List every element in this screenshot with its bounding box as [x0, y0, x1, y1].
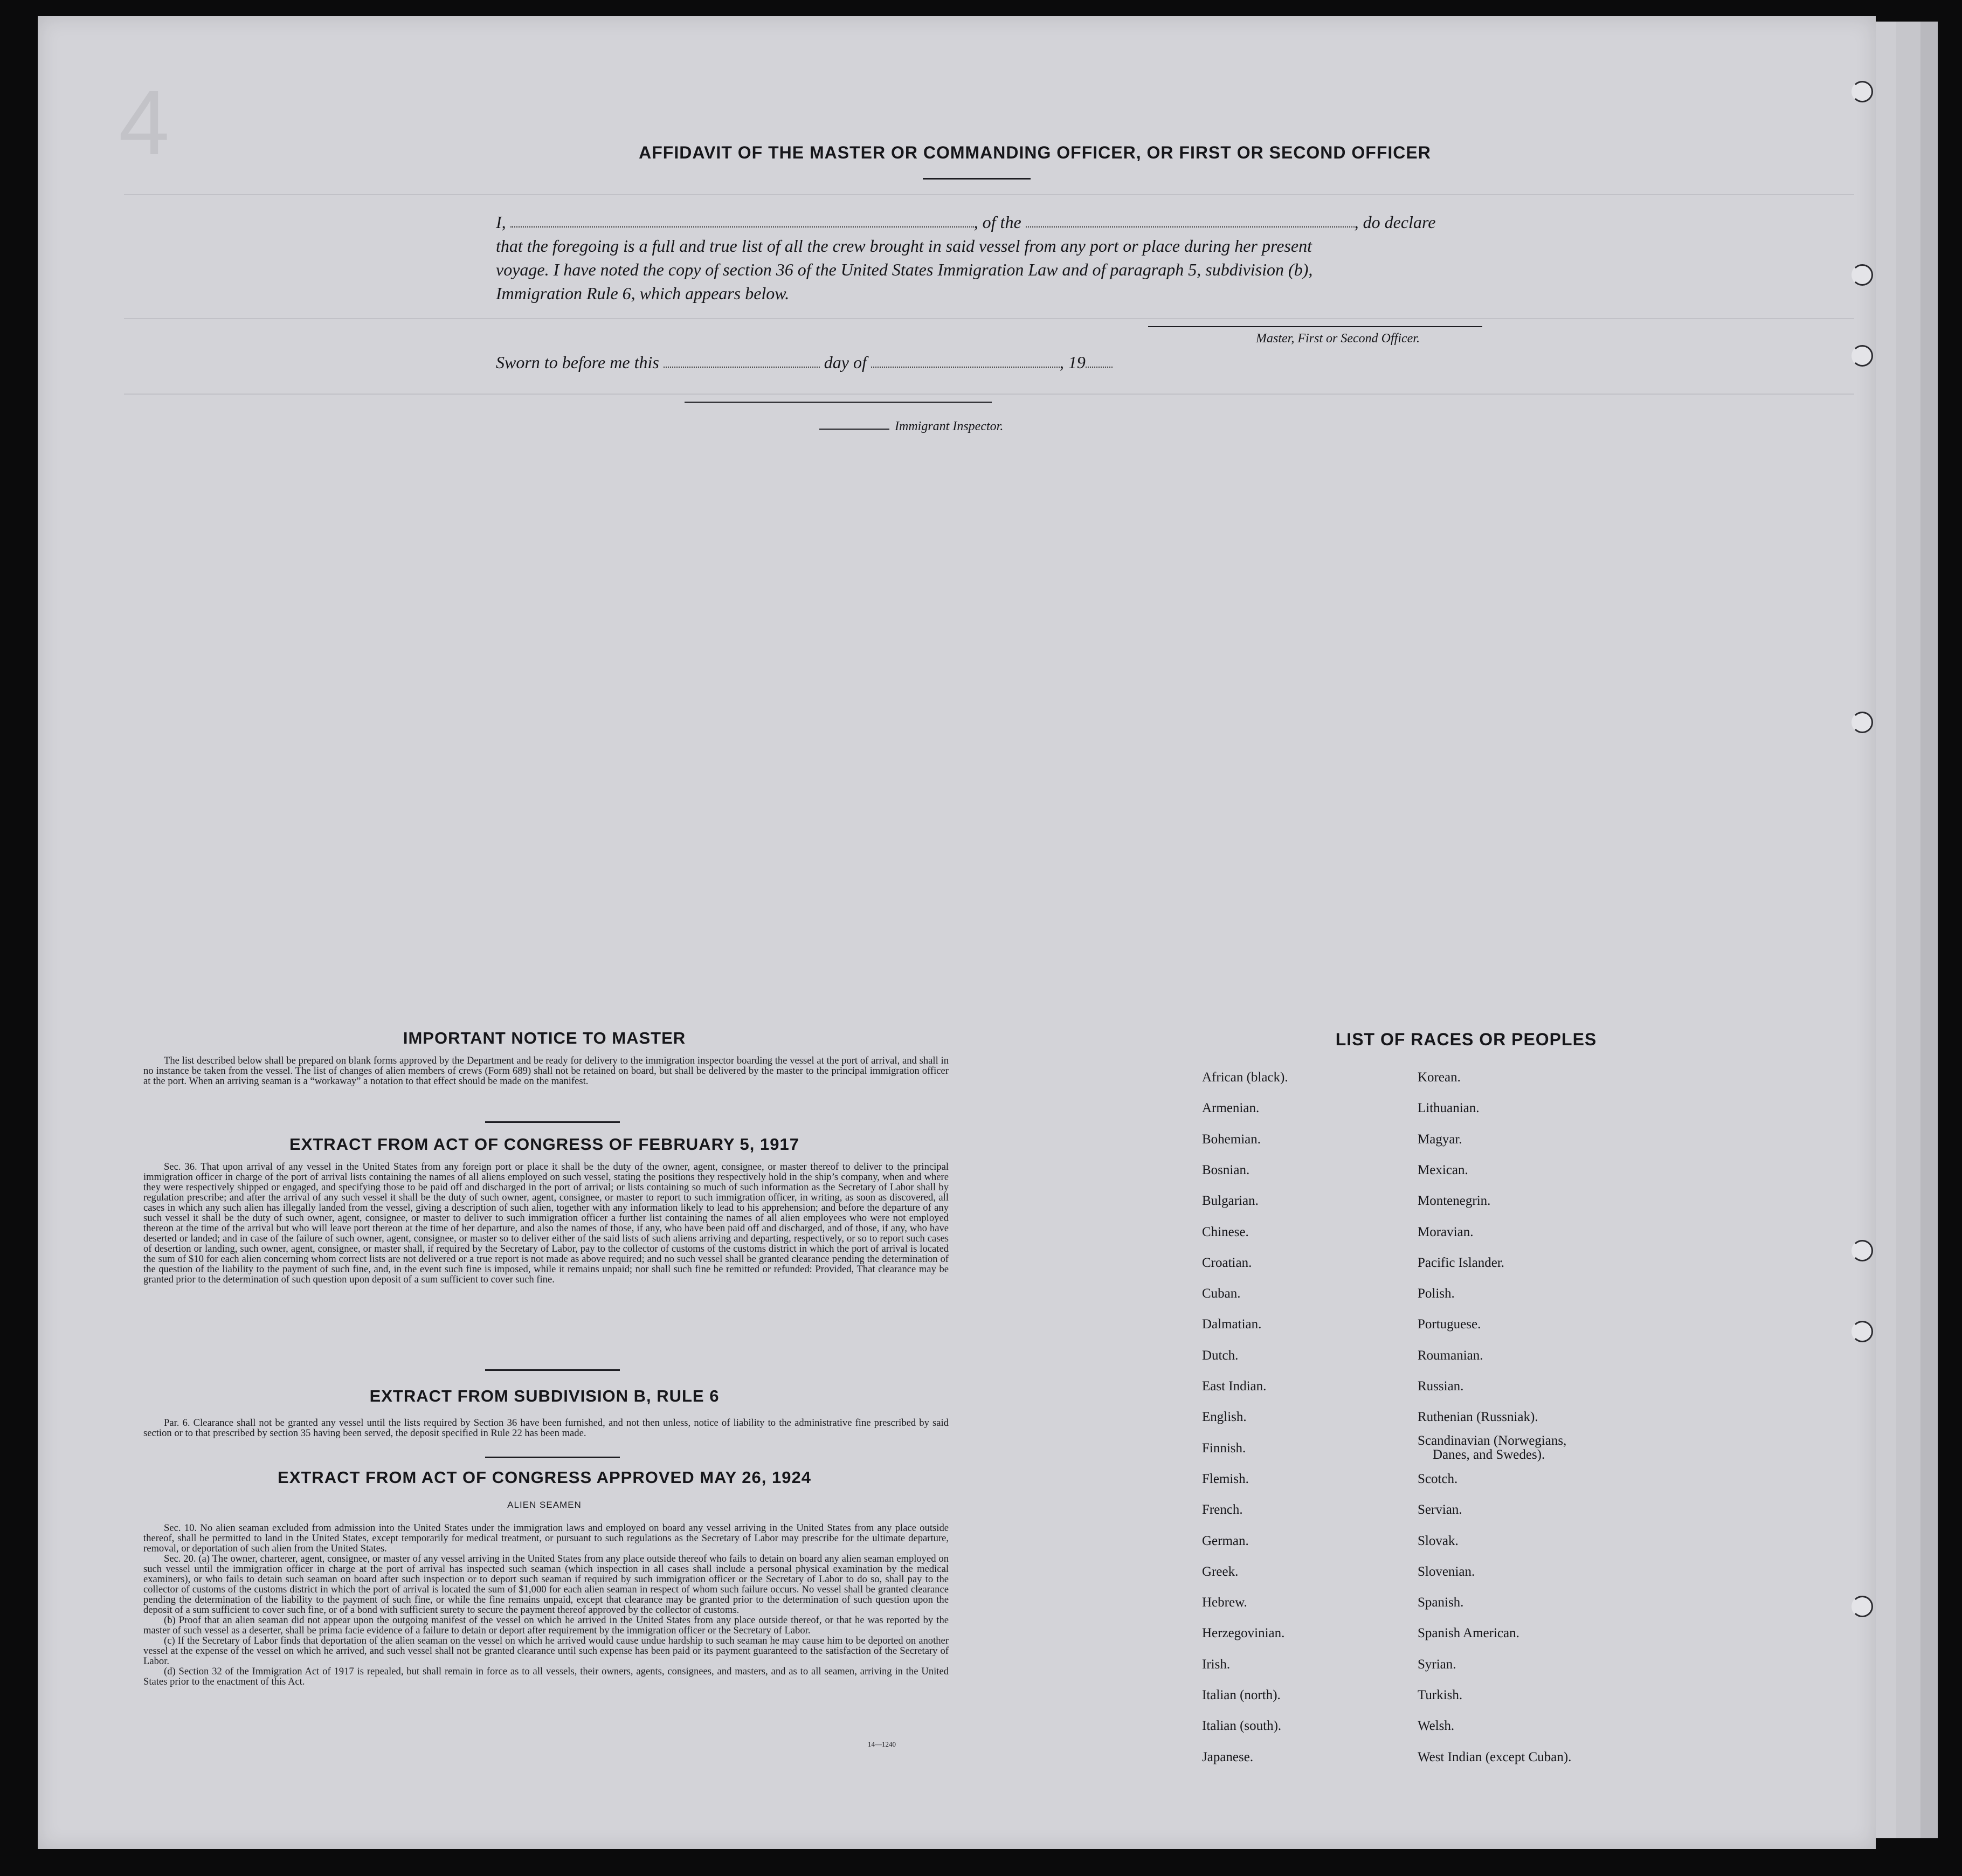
race-item: East Indian.	[1202, 1379, 1267, 1394]
extract-1917-body	[143, 1162, 949, 1285]
sworn-month-blank[interactable]	[871, 361, 1060, 368]
race-item: Armenian.	[1202, 1101, 1260, 1116]
divider	[485, 1457, 620, 1458]
affidavit-line-1	[496, 210, 1536, 234]
race-item: Magyar.	[1418, 1132, 1462, 1147]
inspector-signature-line[interactable]	[685, 402, 992, 403]
section-20c-text: (c) If the Secretary of Labor finds that deportation of the alien seaman on the vessel on which he arrived would cause undue hardship to such seaman he may cause him to be deported on another vessel at the expense of the vessel on which he arrived, and such vessel shall not be granted clearance until such expense has been paid or its payment guaranteed to the satisfaction of the Secretary of Labor.	[143, 1635, 949, 1667]
race-item: Greek.	[1202, 1564, 1239, 1579]
notice-text: The list described below shall be prepared on blank forms approved by the Department and be ready for delivery to the immigration inspector boarding the vessel at the port of arrival, and shall in no instance be taken from the vessel. The list of changes of alien members of crews (Form 689) shall not be retained on board, but shall be delivered by the master to the principal immigration officer at the port. When an arriving seaman is a “workaway” a notation to that effect should be made on the manifest.	[143, 1055, 949, 1087]
sworn-year-blank[interactable]	[1086, 361, 1113, 368]
extract-1917-title: EXTRACT FROM ACT OF CONGRESS OF FEBRUARY 5, 1917	[289, 1135, 799, 1154]
race-item: Bosnian.	[1202, 1162, 1250, 1177]
race-item: Polish.	[1418, 1286, 1455, 1301]
race-item: Croatian.	[1202, 1255, 1252, 1270]
name-blank[interactable]	[510, 221, 974, 227]
race-item: West Indian (except Cuban).	[1418, 1749, 1572, 1764]
race-item: Flemish.	[1202, 1471, 1249, 1486]
sworn-year-label: , 19	[1059, 353, 1086, 372]
extract-rule6-title: EXTRACT FROM SUBDIVISION B, RULE 6	[369, 1387, 720, 1405]
race-item: Lithuanian.	[1418, 1101, 1480, 1116]
bleed-through-rule	[124, 194, 1854, 195]
vessel-blank[interactable]	[1026, 221, 1355, 227]
affidavit-line-2: that the foregoing is a full and true list of all the crew brought in said vessel from any port or place during her present	[496, 236, 1312, 256]
extract-rule6-body	[143, 1418, 949, 1438]
race-item: Italian (south).	[1202, 1719, 1282, 1734]
race-item: Welsh.	[1418, 1719, 1455, 1734]
document-page	[38, 16, 1876, 1849]
sworn-line	[496, 350, 1536, 374]
race-item: Scandinavian (Norwegians,	[1418, 1433, 1567, 1448]
race-item: Pacific Islander.	[1418, 1255, 1505, 1270]
race-item: German.	[1202, 1533, 1249, 1548]
race-item: Moravian.	[1418, 1224, 1474, 1239]
race-item: Scotch.	[1418, 1471, 1458, 1486]
inspector-caption: Immigrant Inspector.	[895, 419, 1004, 433]
section-20d-text: (d) Section 32 of the Immigration Act of 1917 is repealed, but shall remain in force as to all vessels, their owners, agents, consignees, and masters, and as to all seamen, arriving in the United States prior to the enactment of this Act.	[143, 1666, 949, 1687]
race-item: Irish.	[1202, 1657, 1231, 1672]
form-number: 14—1240	[868, 1740, 896, 1748]
race-item: Italian (north).	[1202, 1688, 1281, 1702]
bleed-through-rule	[124, 394, 1854, 395]
race-item: Dutch.	[1202, 1348, 1239, 1363]
sworn-day-label: day of	[824, 353, 867, 372]
notice-title: IMPORTANT NOTICE TO MASTER	[403, 1029, 686, 1047]
inspector-short-line	[819, 429, 889, 430]
master-caption: Master, First or Second Officer.	[1256, 332, 1420, 346]
race-item: Syrian.	[1418, 1657, 1456, 1672]
race-item: Chinese.	[1202, 1224, 1249, 1239]
race-item: Bohemian.	[1202, 1132, 1261, 1147]
race-item: Danes, and Swedes).	[1433, 1447, 1545, 1462]
race-item: Hebrew.	[1202, 1595, 1247, 1610]
extract-1924-title: EXTRACT FROM ACT OF CONGRESS APPROVED MAY 26, 1924	[278, 1468, 811, 1487]
extract-1924-body	[143, 1523, 949, 1687]
race-item: Slovenian.	[1418, 1564, 1475, 1579]
bleed-through-rule	[124, 318, 1854, 319]
master-signature-line[interactable]	[1148, 326, 1482, 327]
race-item: Ruthenian (Russniak).	[1418, 1410, 1538, 1425]
race-item: Montenegrin.	[1418, 1194, 1491, 1209]
race-item: Turkish.	[1418, 1688, 1463, 1702]
race-item: Bulgarian.	[1202, 1194, 1259, 1209]
punch-hole	[1852, 345, 1873, 367]
punch-hole	[1852, 712, 1873, 733]
race-item: Japanese.	[1202, 1749, 1254, 1764]
race-item: Slovak.	[1418, 1533, 1459, 1548]
race-item: Korean.	[1418, 1070, 1461, 1085]
affidavit-of-the: , of the	[973, 212, 1021, 232]
bleed-through-mark: 4	[119, 72, 170, 174]
section-10-text: Sec. 10. No alien seaman excluded from admission into the United States under the immigration laws and employed on board any vessel arriving in the United States from any place outside thereof, shall be permitted to land in the United States, except temporarily for medical treatment, or pursuant to such regulations as the Secretary of Labor may prescribe for the ultimate departure, removal, or deportation of such alien from the United States.	[143, 1522, 949, 1554]
race-item: Finnish.	[1202, 1440, 1246, 1456]
race-item: Portuguese.	[1418, 1317, 1481, 1332]
race-item: Servian.	[1418, 1502, 1462, 1518]
punch-hole	[1852, 1321, 1873, 1342]
affidavit-i: I,	[496, 212, 506, 232]
race-item: Spanish American.	[1418, 1626, 1519, 1641]
races-title: LIST OF RACES OR PEOPLES	[1335, 1030, 1597, 1049]
race-item: French.	[1202, 1502, 1243, 1518]
sworn-day-blank[interactable]	[664, 361, 820, 368]
divider	[485, 1369, 620, 1371]
punch-hole	[1852, 264, 1873, 286]
race-item: Herzegovinian.	[1202, 1626, 1285, 1641]
race-item: Mexican.	[1418, 1162, 1468, 1177]
punch-hole	[1852, 1596, 1873, 1617]
divider	[923, 178, 1031, 180]
paragraph-6-text: Par. 6. Clearance shall not be granted any vessel until the lists required by Section 36 have been furnished, and not then unless, notice of liability to the administrative fine prescribed by said section or to that prescribed by section 35 having been served, the deposit specified in Rule 22 has been made.	[143, 1417, 949, 1439]
race-item: Roumanian.	[1418, 1348, 1483, 1363]
punch-hole	[1852, 1240, 1873, 1261]
notice-body	[143, 1056, 949, 1086]
affidavit-declare: , do declare	[1354, 212, 1436, 232]
section-20a-text: Sec. 20. (a) The owner, charterer, agent, consignee, or master of any vessel arriving in the United States from any place outside thereof who fails to detain on board any alien seaman employed on such vessel until the immigration officer in charge at the port of arrival has inspected such seaman (which inspection in all cases shall include a personal physical examination by the medical examiners), or who fails to detain such seaman on board after such inspection or to deport such seaman if required by such immigration officer or the Secretary of Labor to do so, shall pay to the collector of customs of the customs district in which the port of arrival is located the sum of $1,000 for each alien seaman in respect of whom such failure occurs. No vessel shall be granted clearance pending the determination of the liability to the payment of such fine, or while the fine remains unpaid, except that clearance may be granted prior to the determination of such question upon the deposit of a sum sufficient to cover such fine, or of a bond with sufficient surety to secure the payment thereof approved by the collector of customs.	[143, 1553, 949, 1616]
divider	[485, 1121, 620, 1123]
race-item: Dalmatian.	[1202, 1317, 1262, 1332]
race-item: English.	[1202, 1410, 1247, 1425]
race-item: African (black).	[1202, 1070, 1288, 1085]
section-20b-text: (b) Proof that an alien seaman did not appear upon the outgoing manifest of the vessel on which he arrived in the United States from any place outside thereof, or that he was reported by the master of such vessel as a deserter, shall be prima facie evidence of a failure to detain or deport after requirement by the immigration officer or the Secretary of Labor.	[143, 1615, 949, 1636]
section-36-text: Sec. 36. That upon arrival of any vessel in the United States from any foreign port or place it shall be the duty of the owner, agent, consignee, or master thereof to deliver to the principal immigration officer in charge of the port of arrival lists containing the names of all aliens employed on such vessel, stating the positions they respectively hold in the ship’s company, when and where they were respectively shipped or engaged, and specifying those to be paid off and discharged in the port of arrival; or lists containing so much of such information as the Secretary of Labor shall by regulation prescribe; and after the arrival of any such vessel it shall be the duty of such owner, agent, consignee, or master to report to such immigration officer, in writing, as soon as discovered, all cases in which any such alien has illegally landed from the vessel, giving a description of such alien, together with any information likely to lead to his apprehension; and before the departure of any such vessel it shall be the duty of such owner, agent, consignee, or master to deliver to such immigration officer a further list containing the names of all alien employees who were not employed thereon at the time of the arrival but who will leave port thereon at the time of her departure, and also the names of those, if any, who have been paid off and discharged, and of those, if any, who have deserted or landed; and in case of the failure of such owner, agent, consignee, or master so to deliver either of the said lists of such aliens arriving and departing, respectively, or so to report such cases of desertion or landing, such owner, agent, consignee, or master shall, if required by the Secretary of Labor, pay to the collector of customs of the customs district in which the port of arrival is located the sum of $10 for each alien concerning whom correct lists are not delivered or a true report is not made as above required; and no such vessel shall be granted clearance pending the determination of the question of the liability to the payment of such fine, and, in the event such fine is imposed, while it remains unpaid; nor shall such fine be remitted or refunded: Provided, That clearance may be granted prior to the determination of such question upon deposit of a sum sufficient to cover such fine.	[143, 1161, 949, 1285]
race-item: Spanish.	[1418, 1595, 1464, 1610]
race-item: Russian.	[1418, 1379, 1464, 1394]
sworn-prefix: Sworn to before me this	[496, 353, 659, 372]
race-item: Cuban.	[1202, 1286, 1241, 1301]
affidavit-title: AFFIDAVIT OF THE MASTER OR COMMANDING OFFICER, OR FIRST OR SECOND OFFICER	[639, 143, 1431, 162]
affidavit-line-3: voyage. I have noted the copy of section 36 of the United States Immigration Law and of paragraph 5, subdivision (b),	[496, 260, 1313, 279]
alien-seamen-subtitle: ALIEN SEAMEN	[507, 1500, 582, 1510]
affidavit-line-4: Immigration Rule 6, which appears below.	[496, 284, 790, 303]
punch-hole	[1852, 81, 1873, 102]
